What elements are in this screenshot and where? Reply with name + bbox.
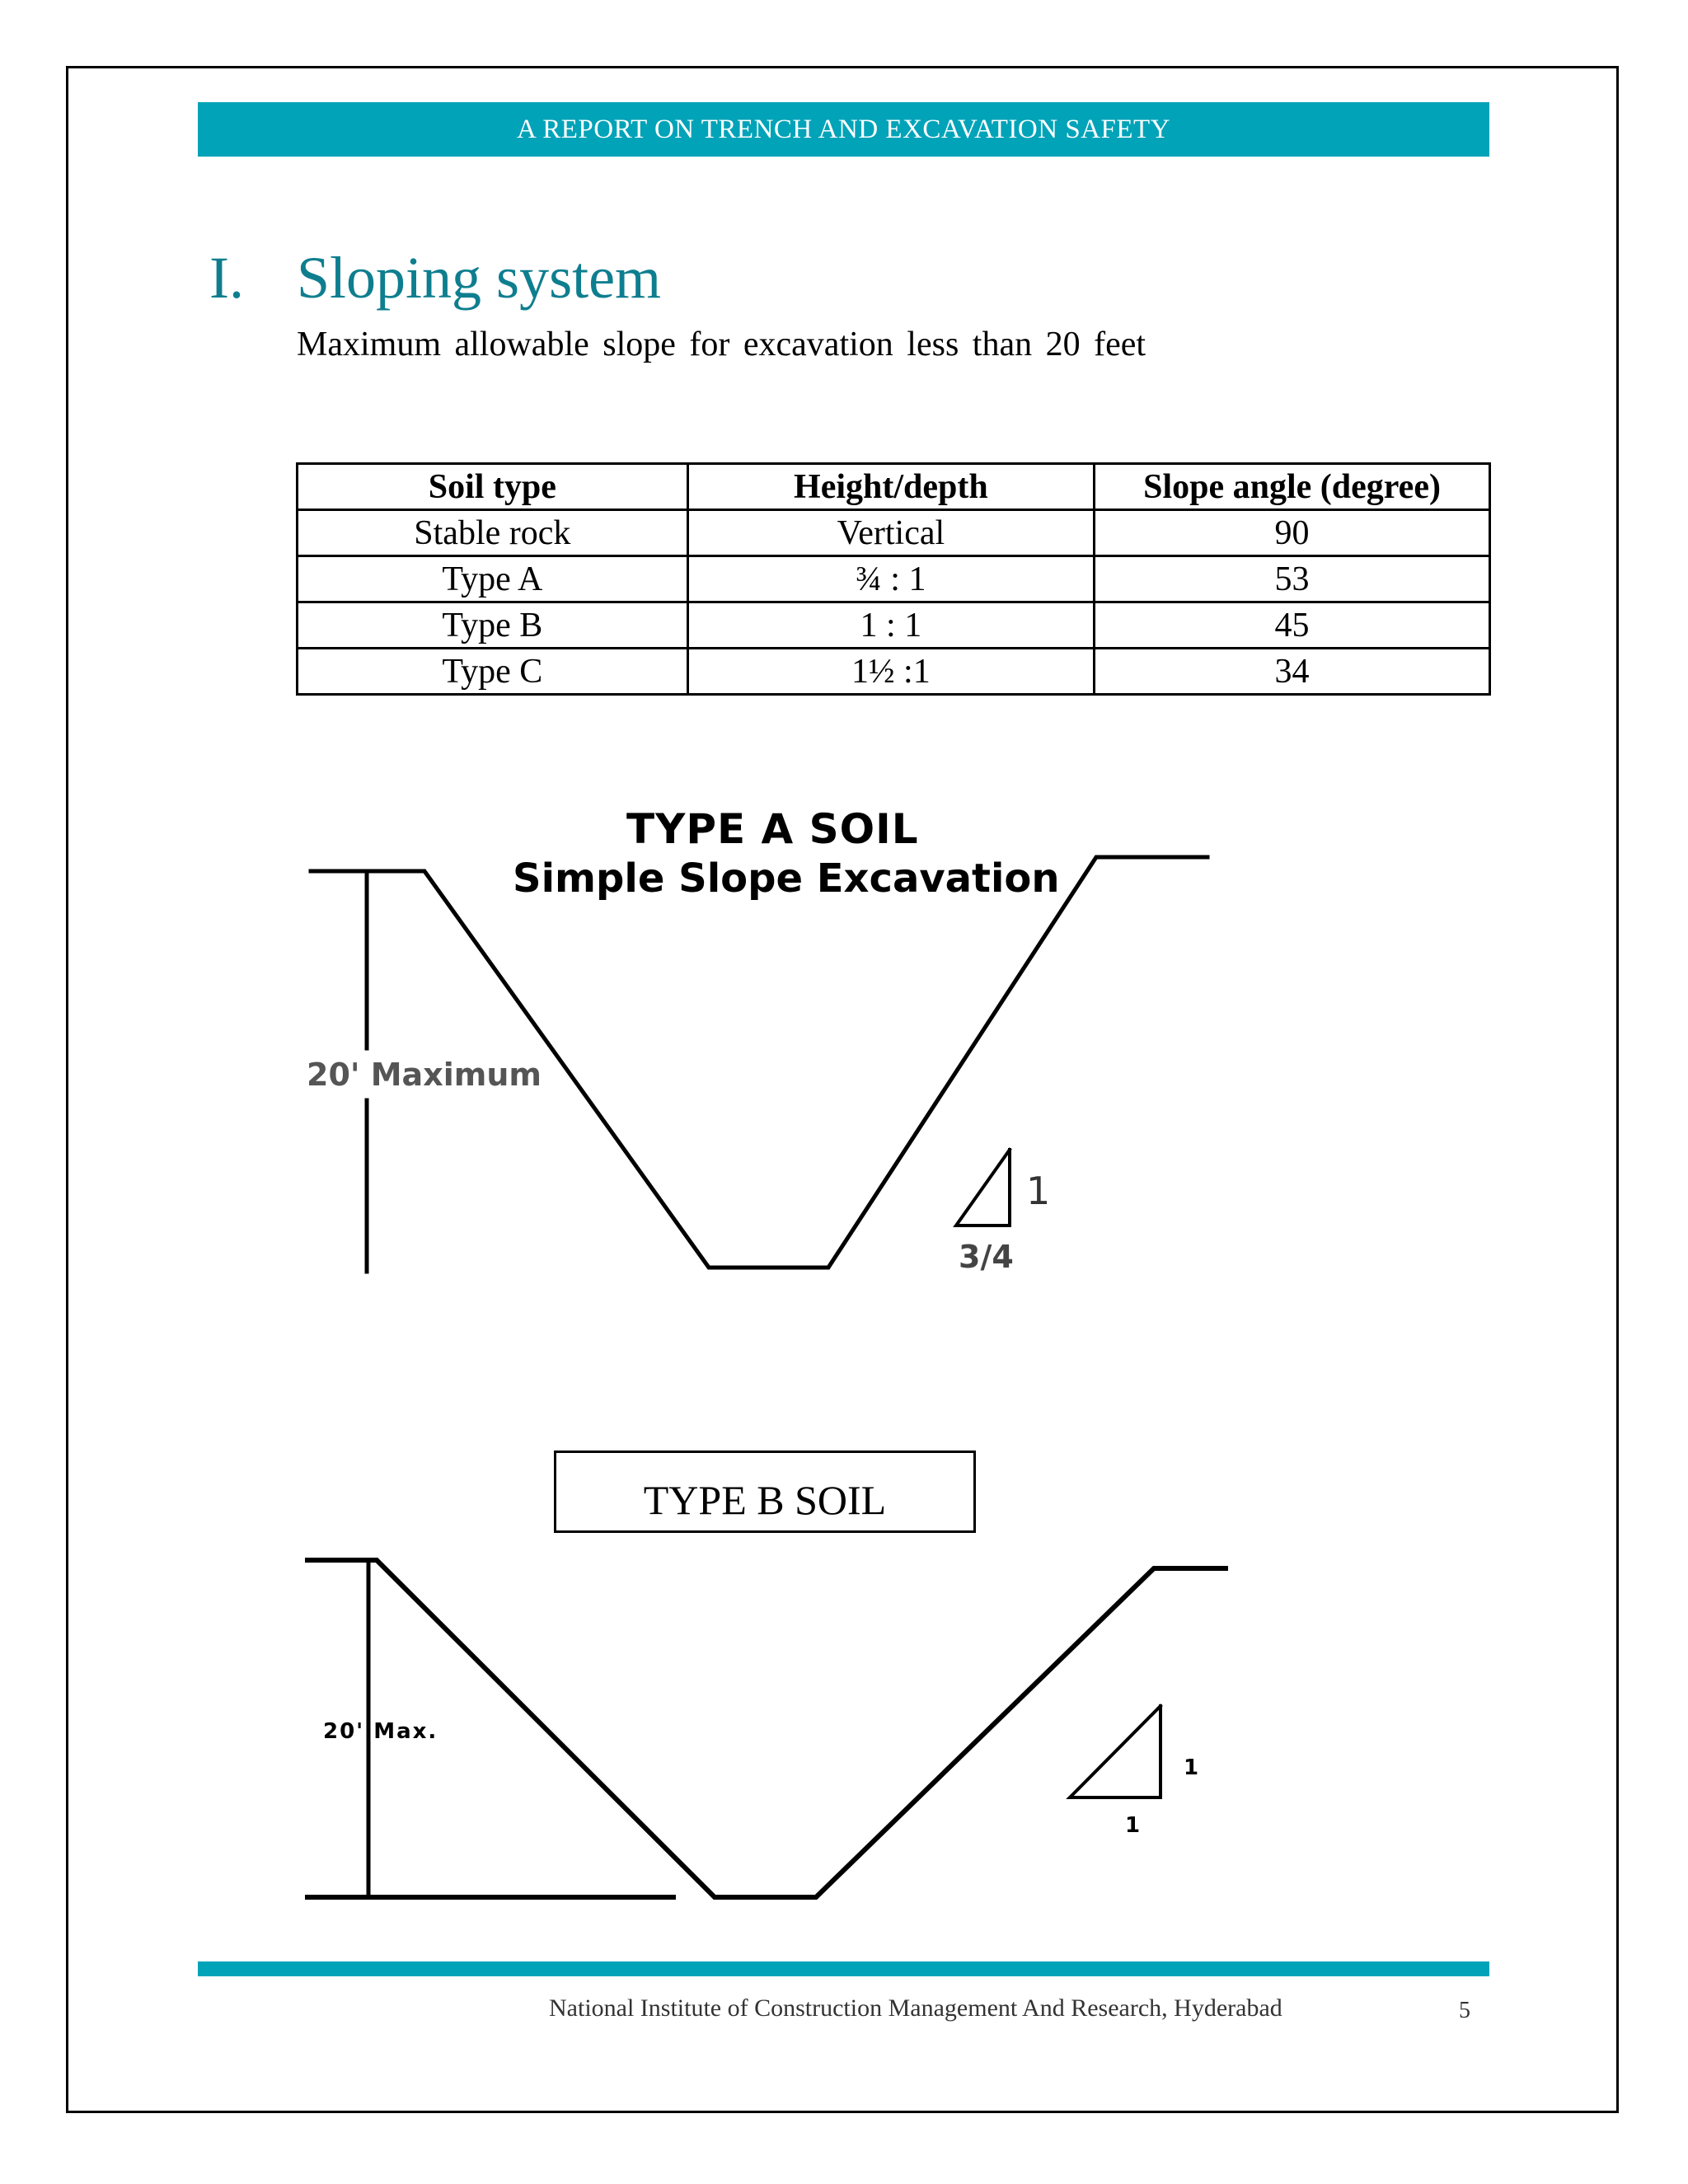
type-a-ratio-horizontal: 3/4 — [959, 1239, 1014, 1275]
table-cell: Stable rock — [298, 510, 688, 556]
section-subtitle: Maximum allowable slope for excavation less than 20 feet — [297, 326, 1146, 363]
footer-bar — [198, 1961, 1489, 1976]
type-b-trench-outline — [307, 1560, 1226, 1897]
table-cell: Vertical — [687, 510, 1094, 556]
type-a-subtitle: Simple Slope Excavation — [513, 855, 1060, 902]
type-a-title: TYPE A SOIL — [626, 805, 919, 853]
type-b-ratio-horizontal: 1 — [1125, 1813, 1141, 1838]
type-a-depth-label: 20' Maximum — [307, 1057, 542, 1093]
type-b-title-box — [554, 1451, 976, 1533]
table-cell: 90 — [1095, 510, 1490, 556]
section-number: I. — [209, 245, 244, 311]
table-cell: 45 — [1095, 602, 1490, 649]
type-b-profile — [307, 1560, 1226, 1897]
table-cell: 1½ :1 — [687, 649, 1094, 695]
type-a-ratio-triangle — [956, 1150, 1010, 1226]
type-b-title: TYPE B SOIL — [643, 1477, 887, 1523]
table-cell: Type C — [298, 649, 688, 695]
report-title: A REPORT ON TRENCH AND EXCAVATION SAFETY — [516, 114, 1171, 144]
type-b-ratio-triangle — [1070, 1706, 1160, 1797]
table-cell: ¾ : 1 — [687, 556, 1094, 602]
table-cell: 34 — [1095, 649, 1490, 695]
table-cell: 1 : 1 — [687, 602, 1094, 649]
footer-institution: National Institute of Construction Management And Research, Hyderabad — [549, 1994, 1282, 2022]
header-height-depth: Height/depth — [687, 464, 1094, 510]
type-b-depth-label: 20' Max. — [323, 1719, 438, 1744]
header-slope-angle: Slope angle (degree) — [1095, 464, 1490, 510]
header-soil-type: Soil type — [298, 464, 688, 510]
table-cell: Type B — [298, 602, 688, 649]
type-b-ratio-vertical: 1 — [1184, 1755, 1199, 1780]
table-cell: 53 — [1095, 556, 1490, 602]
table-cell: Type A — [298, 556, 688, 602]
section-title: Sloping system — [297, 245, 662, 311]
type-a-ratio-vertical: 1 — [1026, 1169, 1051, 1213]
page-number: 5 — [1459, 1998, 1470, 2023]
